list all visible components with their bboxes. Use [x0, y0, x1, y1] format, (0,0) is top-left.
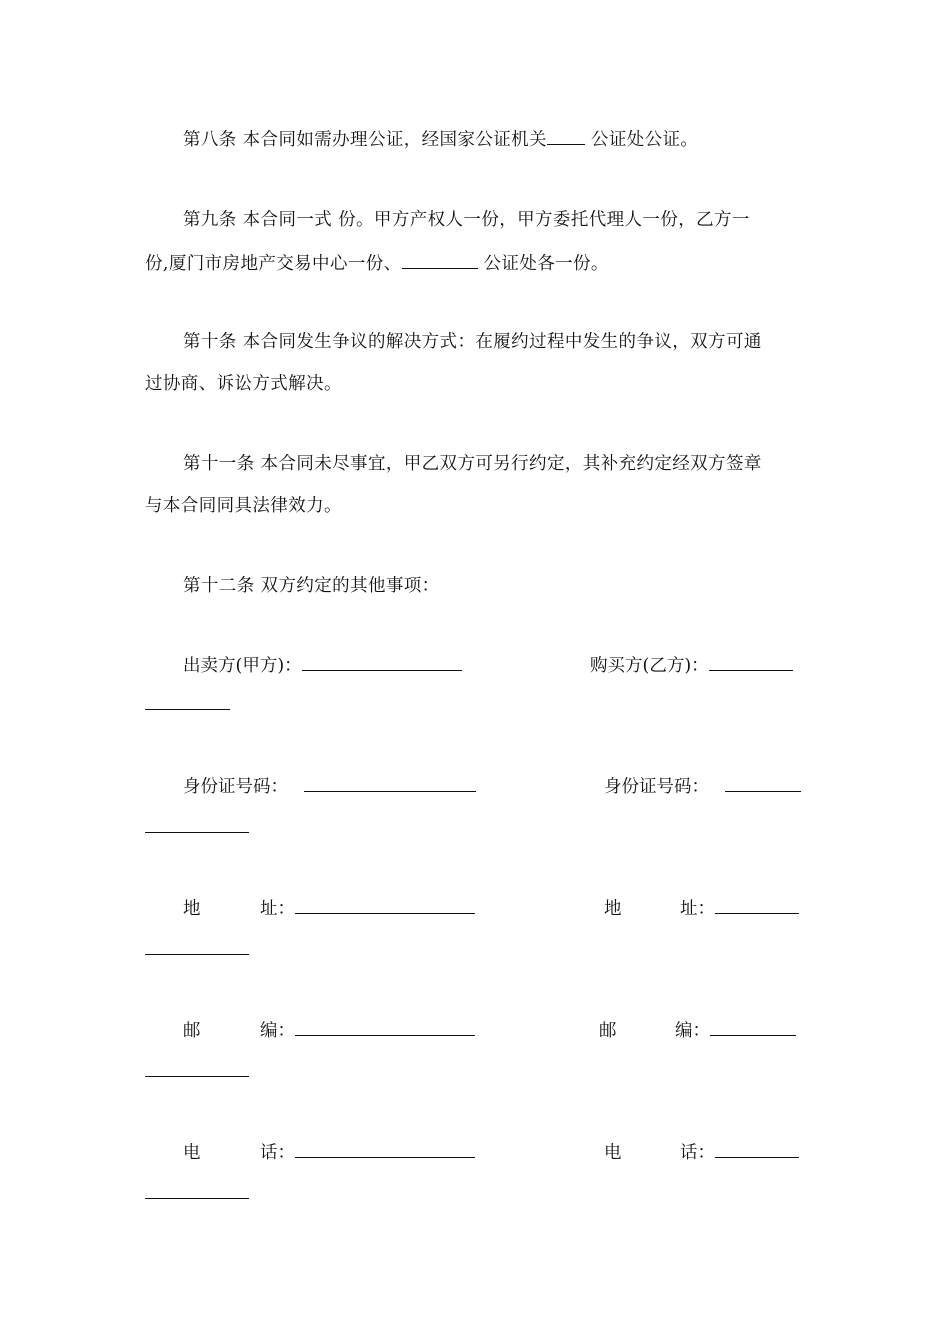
- clause-9-line-2a: 份,厦门市房地产交易中心一份、: [145, 254, 402, 274]
- buyer-address-blank[interactable]: [715, 895, 799, 914]
- seller-label: 出卖方(甲方)：: [183, 656, 302, 676]
- seller-phone-blank[interactable]: [295, 1139, 475, 1158]
- buyer-address-label-a: 地: [604, 899, 622, 919]
- buyer-address-label-b: 址：: [680, 899, 715, 919]
- buyer-address-blank-continued[interactable]: [145, 953, 249, 955]
- notary-office-blank[interactable]: [402, 250, 478, 269]
- seller-row: [183, 652, 462, 678]
- buyer-phone-blank-continued[interactable]: [145, 1197, 249, 1199]
- buyer-phone-label-a: 电: [604, 1143, 622, 1163]
- clause-8: [183, 126, 805, 152]
- buyer-postcode-label-a: 邮: [599, 1021, 617, 1041]
- seller-address-label-b: 址：: [260, 899, 295, 919]
- buyer-id-row: [604, 773, 801, 799]
- buyer-label: 购买方(乙方)：: [590, 656, 709, 676]
- seller-id-blank[interactable]: [304, 773, 476, 792]
- seller-phone-row: [183, 1139, 475, 1165]
- notary-blank[interactable]: [547, 126, 585, 145]
- seller-address-label-a: 地: [183, 899, 201, 919]
- seller-address-row: [183, 895, 475, 921]
- buyer-id-label: 身份证号码：: [604, 777, 709, 797]
- buyer-blank-continued[interactable]: [145, 708, 230, 710]
- buyer-postcode-row: [599, 1017, 796, 1043]
- clause-8-tail: 公证处公证。: [584, 130, 699, 150]
- clause-9-line-2b: 公证处各一份。: [477, 254, 609, 274]
- clause-11-line-1: 第十一条 本合同未尽事宜，甲乙双方可另行约定，其补充约定经双方签章: [183, 454, 762, 474]
- seller-id-row: [183, 773, 476, 799]
- clause-10-line-2: 过协商、诉讼方式解决。: [145, 374, 342, 394]
- seller-id-label: 身份证号码：: [183, 777, 288, 797]
- seller-postcode-label-b: 编：: [260, 1021, 295, 1041]
- buyer-postcode-label-b: 编：: [675, 1021, 710, 1041]
- buyer-row: [590, 652, 793, 678]
- buyer-blank[interactable]: [709, 652, 793, 671]
- seller-blank[interactable]: [302, 652, 462, 671]
- clause-11-line-2: 与本合同同具法律效力。: [145, 496, 342, 516]
- clause-9-line-1: 第九条 本合同一式 份。甲方产权人一份，甲方委托代理人一份，乙方一: [183, 210, 750, 230]
- clause-9-line-2: [145, 250, 805, 276]
- buyer-id-blank[interactable]: [725, 773, 801, 792]
- seller-phone-label-a: 电: [183, 1143, 201, 1163]
- buyer-id-blank-continued[interactable]: [145, 831, 249, 833]
- clause-12-line-1: 第十二条 双方约定的其他事项：: [183, 576, 440, 596]
- seller-address-blank[interactable]: [295, 895, 475, 914]
- seller-postcode-label-a: 邮: [183, 1021, 201, 1041]
- seller-postcode-row: [183, 1017, 475, 1043]
- buyer-postcode-blank-continued[interactable]: [145, 1075, 249, 1077]
- buyer-phone-blank[interactable]: [715, 1139, 799, 1158]
- buyer-phone-row: [604, 1139, 799, 1165]
- seller-postcode-blank[interactable]: [295, 1017, 475, 1036]
- seller-phone-label-b: 话：: [260, 1143, 295, 1163]
- clause-8-text: 第八条 本合同如需办理公证，经国家公证机关: [183, 130, 547, 150]
- buyer-address-row: [604, 895, 799, 921]
- buyer-phone-label-b: 话：: [680, 1143, 715, 1163]
- buyer-postcode-blank[interactable]: [710, 1017, 796, 1036]
- clause-10-line-1: 第十条 本合同发生争议的解决方式：在履约过程中发生的争议，双方可通: [183, 332, 762, 352]
